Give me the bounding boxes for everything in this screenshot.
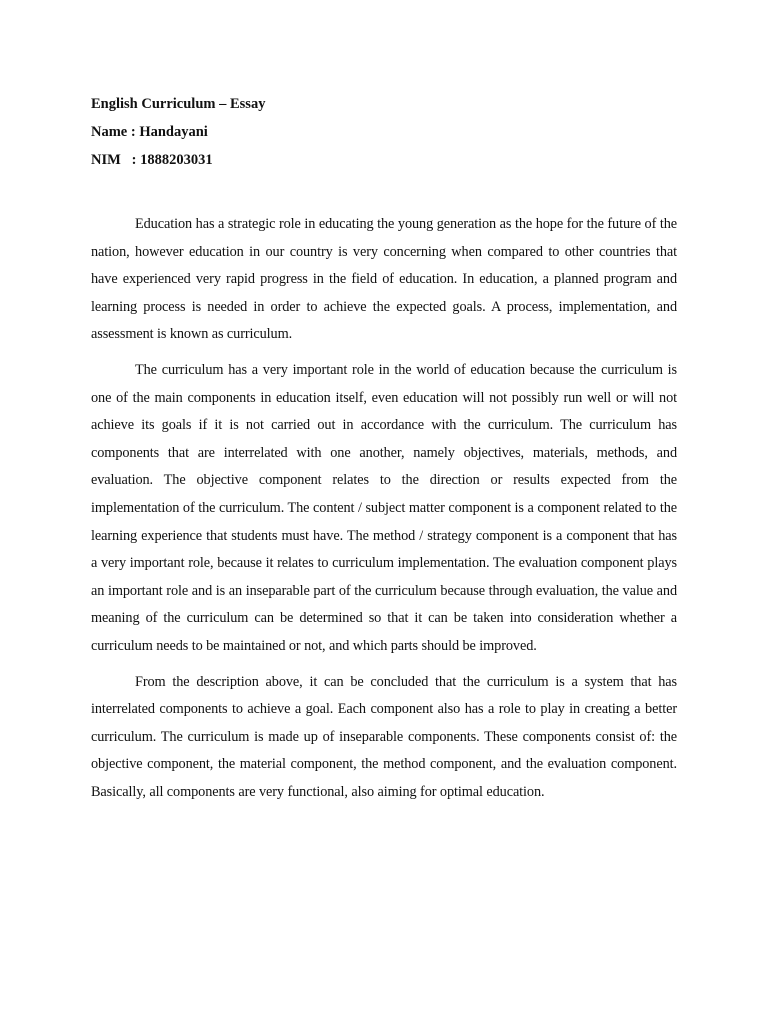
essay-body (91, 211, 677, 814)
paragraph-1: Education has a strategic role in educating the young generation as the hope for the future of the nation, however education in our country is very concerning when compared to other countries that have experienced very rapid progress in the field of education. In education, a planned program and learning process is needed in order to achieve the expected goals. A process, implementation, and assessment is known as curriculum. (91, 216, 677, 343)
document-header (91, 90, 681, 174)
paragraph-3: From the description above, it can be concluded that the curriculum is a system that has interrelated components to achieve a goal. Each component also has a role to play in creating a better curriculum. The curriculum is made up of inseparable components. These components consist of: the objective component, the material component, the method component, and the evaluation component. Basically, all components are very functional, also aiming for optimal education. (91, 673, 677, 800)
student-id: NIM : 1888203031 (91, 152, 213, 168)
essay-title: English Curriculum – Essay (91, 96, 266, 112)
author-name: Name : Handayani (91, 124, 208, 140)
paragraph-2: The curriculum has a very important role in the world of education because the curriculum is one of the main components in education itself, even education will not possibly run well or will not achieve its goals if it is not carried out in accordance with the curriculum. The curriculum has components that are interrelated with one another, namely objectives, materials, methods, and evaluation. The objective component relates to the direction or results expected from the implementation of the curriculum. The content / subject matter component is a component related to the learning experience that students must have. The method / strategy component is a component that has a very important role, because it relates to curriculum implementation. The evaluation component plays an important role and is an inseparable part of the curriculum because through evaluation, the value and meaning of the curriculum can be determined so that it can be taken into consideration whether a curriculum needs to be maintained or not, and which parts should be improved. (91, 361, 677, 654)
